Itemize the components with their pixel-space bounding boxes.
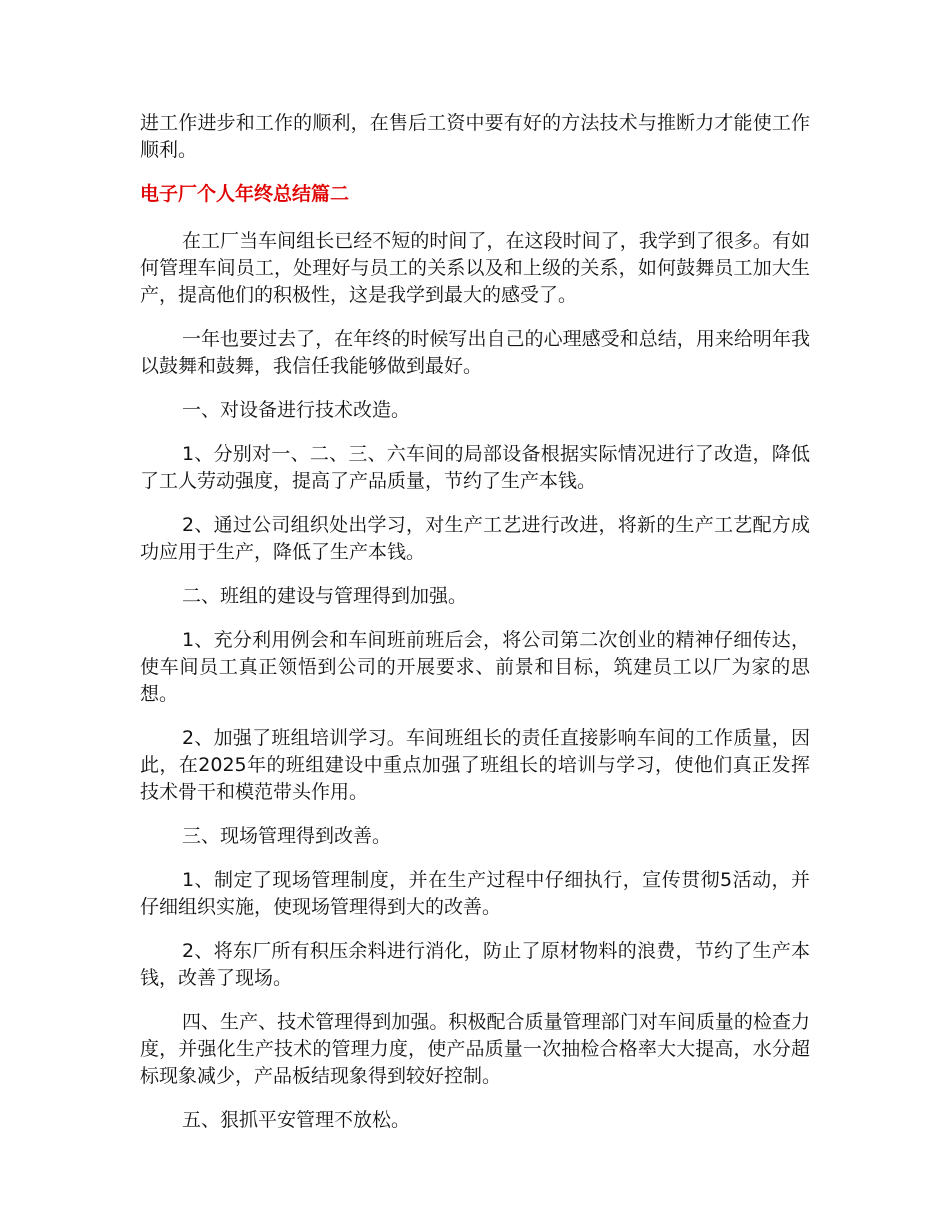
section-heading: 电子厂个人年终总结篇二 [140,183,350,205]
body-paragraph: 在工厂当车间组长已经不短的时间了，在这段时间了，我学到了很多。有如何管理车间员工，处理好与员工的关系以及和上级的关系，如何鼓舞员工加大生产，提高他们的积极性，这是我学到最大的感受了。 [140,230,810,306]
body-paragraph: 2、加强了班组培训学习。车间班组长的责任直接影响车间的工作质量，因此，在2025年的班组建设中重点加强了班组长的培训与学习，使他们真正发挥技术骨干和模范带头作用。 [140,727,810,803]
body-paragraph: 四、生产、技术管理得到加强。积极配合质量管理部门对车间质量的检查力度，并强化生产技术的管理力度，使产品质量一次抽检合格率大大提高，水分超标现象减少，产品板结现象得到较好控制。 [140,1011,810,1087]
body-paragraph: 2、通过公司组织处出学习，对生产工艺进行改进，将新的生产工艺配方成功应用于生产，降低了生产本钱。 [140,514,810,563]
body-paragraph: 2、将东厂所有积压余料进行消化，防止了原材物料的浪费，节约了生产本钱，改善了现场。 [140,940,810,989]
section-item-heading: 三、现场管理得到改善。 [182,825,392,847]
continuation-paragraph: 进工作进步和工作的顺利，在售后工资中要有好的方法技术与推断力才能使工作顺利。 [140,112,810,161]
section-item-heading: 五、狠抓平安管理不放松。 [182,1109,411,1131]
body-paragraph: 1、充分利用例会和车间班前班后会，将公司第二次创业的精神仔细传达，使车间员工真正领悟到公司的开展要求、前景和目标，筑建员工以厂为家的思想。 [140,629,810,705]
section-item-heading: 二、班组的建设与管理得到加强。 [182,585,468,607]
body-paragraph: 1、分别对一、二、三、六车间的局部设备根据实际情况进行了改造，降低了工人劳动强度，提高了产品质量，节约了生产本钱。 [140,443,810,492]
body-paragraph: 一年也要过去了，在年终的时候写出自己的心理感受和总结，用来给明年我以鼓舞和鼓舞，我信任我能够做到最好。 [140,328,810,377]
section-item-heading: 一、对设备进行技术改造。 [182,399,411,421]
body-paragraph: 1、制定了现场管理制度，并在生产过程中仔细执行，宣传贯彻5活动，并仔细组织实施，使现场管理得到大的改善。 [140,869,810,918]
